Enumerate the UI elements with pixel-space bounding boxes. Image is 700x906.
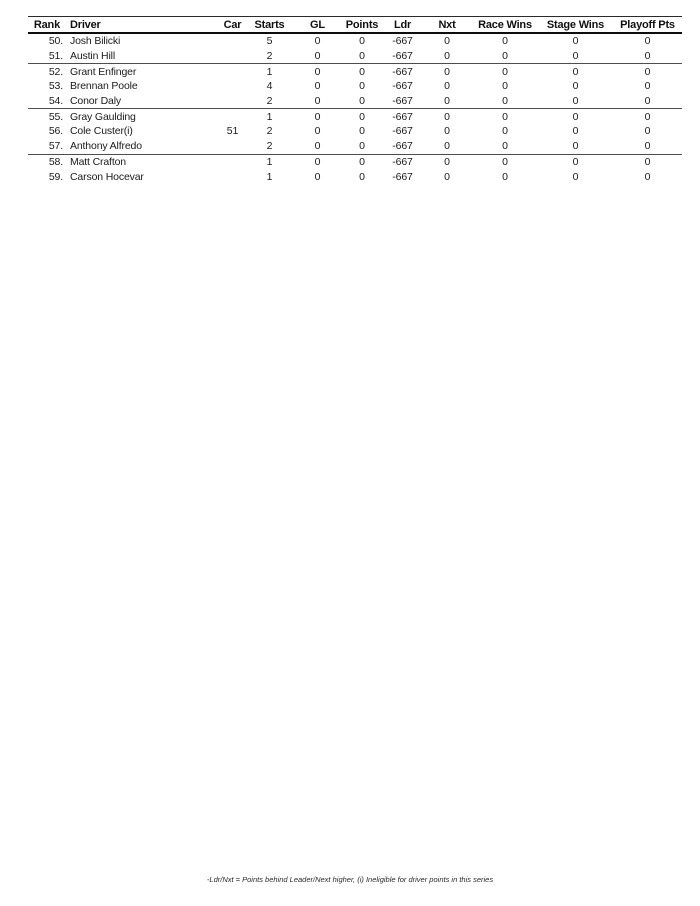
cell-nxt: 0 — [444, 140, 450, 153]
cell-gl: 0 — [314, 125, 321, 138]
table-header — [28, 17, 682, 34]
cell-race-wins: 0 — [502, 35, 508, 48]
cell-rank: 56. — [48, 125, 63, 138]
column-header-gl: GL — [310, 18, 325, 31]
column-header-points: Points — [345, 18, 379, 31]
cell-starts: 1 — [266, 110, 273, 123]
cell-ldr: -667 — [392, 140, 413, 153]
cell-starts: 2 — [266, 95, 273, 108]
cell-car — [220, 169, 245, 184]
standings-table — [28, 16, 682, 184]
cell-ldr: -667 — [392, 35, 413, 48]
cell-race-wins: 0 — [502, 80, 508, 93]
cell-race-wins: 0 — [502, 65, 508, 78]
cell-rank: 53. — [48, 80, 63, 93]
cell-rank: 55. — [48, 110, 63, 123]
cell-nxt: 0 — [444, 125, 450, 138]
cell-race-wins: 0 — [502, 155, 508, 168]
cell-stage-wins: 0 — [572, 155, 579, 168]
cell-starts: 1 — [266, 170, 273, 183]
cell-ldr: -667 — [392, 110, 413, 123]
cell-stage-wins: 0 — [572, 140, 579, 153]
column-header-stage-wins: Stage Wins — [546, 18, 605, 31]
cell-ldr: -667 — [392, 155, 413, 168]
cell-playoff-pts: 0 — [644, 155, 651, 168]
cell-playoff-pts: 0 — [644, 95, 651, 108]
table-body — [28, 33, 682, 184]
table-row — [28, 169, 682, 184]
cell-race-wins: 0 — [502, 170, 508, 183]
cell-driver: Gray Gaulding — [70, 110, 136, 123]
cell-car — [220, 154, 245, 169]
cell-gl: 0 — [314, 155, 321, 168]
cell-ldr: -667 — [392, 125, 413, 138]
cell-driver: Conor Daly — [70, 95, 122, 108]
cell-stage-wins: 0 — [572, 125, 579, 138]
cell-gl: 0 — [314, 140, 321, 153]
cell-starts: 2 — [266, 50, 273, 63]
column-header-car: Car — [223, 18, 242, 31]
column-header-ldr: Ldr — [393, 18, 412, 31]
table-row — [28, 154, 682, 169]
cell-race-wins: 0 — [502, 95, 508, 108]
cell-car — [220, 139, 245, 154]
cell-nxt: 0 — [444, 35, 450, 48]
cell-driver: Anthony Alfredo — [70, 140, 142, 153]
cell-gl: 0 — [314, 170, 321, 183]
cell-points: 0 — [359, 65, 365, 78]
table-row — [28, 109, 682, 124]
cell-starts: 1 — [266, 155, 273, 168]
cell-points: 0 — [359, 140, 365, 153]
footnote: -Ldr/Nxt = Points behind Leader/Next higher, (i) Ineligible for driver points in this series — [206, 875, 494, 884]
cell-points: 0 — [359, 170, 365, 183]
cell-playoff-pts: 0 — [644, 140, 651, 153]
cell-rank: 50. — [48, 35, 63, 48]
cell-rank: 58. — [48, 155, 63, 168]
cell-driver: Carson Hocevar — [70, 170, 144, 183]
cell-points: 0 — [359, 110, 365, 123]
cell-starts: 4 — [266, 80, 273, 93]
column-header-rank: Rank — [33, 18, 60, 31]
cell-ldr: -667 — [392, 170, 413, 183]
cell-gl: 0 — [314, 65, 321, 78]
cell-driver: Brennan Poole — [70, 80, 138, 93]
cell-car — [220, 79, 245, 94]
table-row — [28, 79, 682, 94]
cell-starts: 5 — [266, 35, 273, 48]
cell-ldr: -667 — [392, 95, 413, 108]
cell-starts: 1 — [266, 65, 273, 78]
table-row — [28, 49, 682, 64]
table-row — [28, 124, 682, 139]
cell-starts: 2 — [266, 125, 273, 138]
cell-stage-wins: 0 — [572, 170, 579, 183]
cell-rank: 57. — [48, 140, 63, 153]
cell-race-wins: 0 — [502, 140, 508, 153]
cell-nxt: 0 — [444, 50, 450, 63]
cell-rank: 51. — [48, 50, 63, 63]
column-header-playoff-pts: Playoff Pts — [620, 18, 675, 31]
cell-race-wins: 0 — [502, 110, 508, 123]
cell-stage-wins: 0 — [572, 95, 579, 108]
cell-driver: Grant Enfinger — [70, 65, 137, 78]
cell-driver: Cole Custer(i) — [70, 125, 133, 138]
cell-gl: 0 — [314, 110, 321, 123]
cell-playoff-pts: 0 — [644, 80, 651, 93]
cell-car — [220, 94, 245, 109]
cell-playoff-pts: 0 — [644, 125, 651, 138]
cell-gl: 0 — [314, 50, 321, 63]
cell-playoff-pts: 0 — [644, 50, 651, 63]
cell-starts: 2 — [266, 140, 273, 153]
column-header-driver: Driver — [70, 18, 101, 31]
cell-gl: 0 — [314, 35, 321, 48]
table-row — [28, 64, 682, 79]
cell-stage-wins: 0 — [572, 50, 579, 63]
cell-rank: 52. — [48, 65, 63, 78]
table-row — [28, 94, 682, 109]
cell-rank: 59. — [48, 170, 63, 183]
cell-race-wins: 0 — [502, 125, 508, 138]
cell-stage-wins: 0 — [572, 35, 579, 48]
table-row — [28, 33, 682, 49]
cell-playoff-pts: 0 — [644, 65, 651, 78]
cell-car — [220, 33, 245, 49]
table-row — [28, 139, 682, 154]
cell-car: 51 — [226, 125, 239, 138]
cell-playoff-pts: 0 — [644, 35, 651, 48]
cell-nxt: 0 — [444, 110, 450, 123]
cell-driver: Matt Crafton — [70, 155, 126, 168]
cell-points: 0 — [359, 50, 365, 63]
cell-car — [220, 109, 245, 124]
cell-points: 0 — [359, 80, 365, 93]
table-header-row — [28, 17, 682, 34]
cell-race-wins: 0 — [502, 50, 508, 63]
cell-nxt: 0 — [444, 170, 450, 183]
column-header-starts: Starts — [254, 18, 285, 31]
cell-driver: Josh Bilicki — [70, 35, 121, 48]
cell-gl: 0 — [314, 95, 321, 108]
cell-stage-wins: 0 — [572, 110, 579, 123]
cell-car — [220, 64, 245, 79]
cell-car — [220, 49, 245, 64]
cell-nxt: 0 — [444, 155, 450, 168]
cell-points: 0 — [359, 95, 365, 108]
column-header-nxt: Nxt — [438, 18, 456, 31]
cell-driver: Austin Hill — [70, 50, 116, 63]
cell-points: 0 — [359, 155, 365, 168]
cell-points: 0 — [359, 125, 365, 138]
cell-points: 0 — [359, 35, 365, 48]
cell-stage-wins: 0 — [572, 80, 579, 93]
cell-nxt: 0 — [444, 65, 450, 78]
cell-rank: 54. — [48, 95, 63, 108]
cell-stage-wins: 0 — [572, 65, 579, 78]
cell-playoff-pts: 0 — [644, 170, 651, 183]
cell-ldr: -667 — [392, 80, 413, 93]
cell-nxt: 0 — [444, 80, 450, 93]
cell-nxt: 0 — [444, 95, 450, 108]
cell-gl: 0 — [314, 80, 321, 93]
cell-ldr: -667 — [392, 65, 413, 78]
column-header-race-wins: Race Wins — [478, 18, 532, 31]
cell-playoff-pts: 0 — [644, 110, 651, 123]
cell-ldr: -667 — [392, 50, 413, 63]
